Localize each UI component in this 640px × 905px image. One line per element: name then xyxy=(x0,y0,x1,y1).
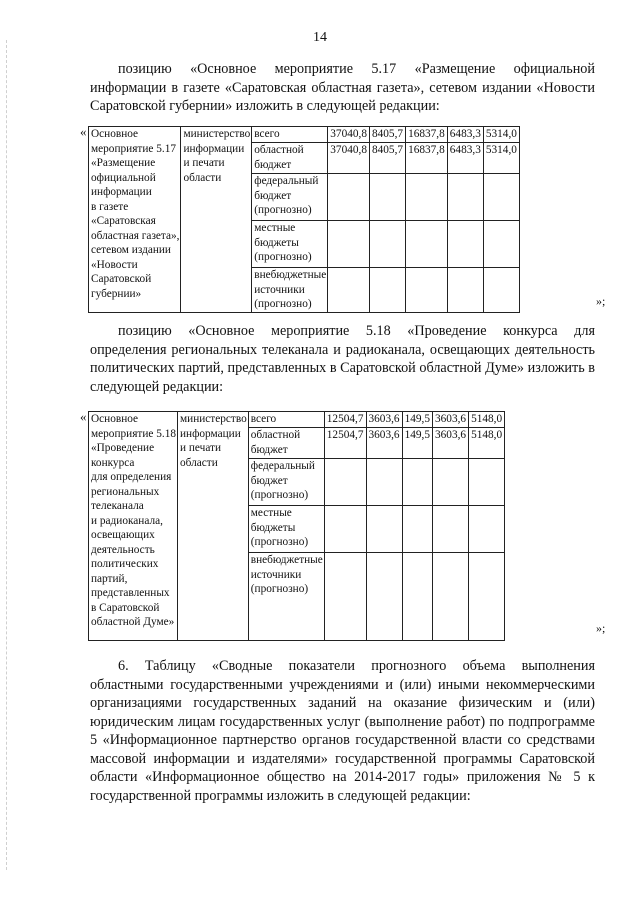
cell-line: бюджет xyxy=(250,443,288,456)
cell-line: в газете xyxy=(91,200,129,213)
paragraph-item-5-17 xyxy=(90,60,595,116)
value-cell: 16837,8 xyxy=(406,143,448,174)
value-cell: 3603,6 xyxy=(433,428,469,459)
value-cell: 5148,0 xyxy=(469,428,505,459)
funding-source-cell xyxy=(248,553,324,641)
value-cell: 8405,7 xyxy=(369,127,405,143)
cell-line: губернии» xyxy=(91,287,142,300)
value-cell xyxy=(402,553,432,641)
executor-cell xyxy=(178,412,249,641)
value-cell xyxy=(447,174,483,221)
cell-line: Саратовской xyxy=(91,273,152,285)
value-cell xyxy=(406,268,448,313)
cell-line: федеральный xyxy=(250,460,315,472)
paragraph-item-6 xyxy=(90,657,595,805)
value-cell xyxy=(402,506,432,553)
cell-line: федеральный xyxy=(254,175,319,187)
cell-line: сетевом издании xyxy=(91,244,171,256)
cell-line: официальной xyxy=(91,171,156,184)
closing-quote: »; xyxy=(596,294,606,308)
scan-edge-line xyxy=(6,40,8,870)
paragraph-text: позицию «Основное мероприятие 5.17 «Размещение официальной информации в газете «Саратовская областная газета», сетевом издании «Новости Саратовской губернии» изложить в следующей редакции: xyxy=(90,61,595,114)
value-cell: 6483,3 xyxy=(447,143,483,174)
cell-line: телеканала xyxy=(91,500,144,512)
value-cell xyxy=(483,268,519,313)
value-cell: 37040,8 xyxy=(328,143,370,174)
value-cell xyxy=(406,174,448,221)
cell-line: местные xyxy=(250,507,292,519)
table-row xyxy=(89,127,520,143)
cell-line: всего xyxy=(254,128,280,140)
cell-line: деятельность xyxy=(91,543,155,556)
funding-source-cell xyxy=(248,428,324,459)
value-cell: 149,5 xyxy=(402,428,432,459)
cell-line: внебюджетные xyxy=(250,554,323,566)
cell-line: информации xyxy=(91,186,152,198)
cell-line: «Новости xyxy=(91,258,138,271)
value-cell xyxy=(366,506,402,553)
cell-line: министерство xyxy=(183,128,251,140)
table-row xyxy=(89,412,505,428)
cell-line: областная газета», xyxy=(91,229,180,242)
funding-source-cell xyxy=(252,174,328,221)
value-cell xyxy=(324,553,366,641)
cell-line: (прогнозно) xyxy=(250,536,309,548)
cell-line: областной xyxy=(250,429,301,441)
cell-line: бюджет xyxy=(250,474,288,487)
paragraph-text: позицию «Основное мероприятие 5.18 «Проведение конкурса для определения региональных телеканала и радиоканала, освещающих деятельность политических партий, представленных в Саратовской областной Думе» изложить в следующей редакции: xyxy=(90,323,595,395)
funding-source-cell xyxy=(248,412,324,428)
funding-source-cell xyxy=(248,459,324,506)
value-cell xyxy=(483,174,519,221)
cell-line: информации xyxy=(180,427,241,440)
funding-source-cell xyxy=(252,268,328,313)
closing-quote: »; xyxy=(596,621,606,635)
value-cell xyxy=(324,459,366,506)
funding-source-cell xyxy=(252,143,328,174)
value-cell xyxy=(483,221,519,268)
cell-line: освещающих xyxy=(91,529,155,541)
cell-line: конкурса xyxy=(91,456,135,469)
cell-line: (прогнозно) xyxy=(250,583,309,595)
cell-line: источники xyxy=(250,568,302,581)
value-cell: 12504,7 xyxy=(324,412,366,428)
cell-line: (прогнозно) xyxy=(250,489,309,501)
value-cell xyxy=(447,268,483,313)
value-cell xyxy=(328,174,370,221)
cell-line: мероприятие 5.18 xyxy=(91,427,176,440)
funding-source-cell xyxy=(252,127,328,143)
value-cell xyxy=(469,506,505,553)
value-cell: 5314,0 xyxy=(483,143,519,174)
cell-line: министерство xyxy=(180,413,247,425)
value-cell: 8405,7 xyxy=(369,143,405,174)
value-cell xyxy=(328,221,370,268)
cell-line: бюджеты xyxy=(254,236,299,249)
value-cell: 5148,0 xyxy=(469,412,505,428)
value-cell xyxy=(469,459,505,506)
event-name-cell xyxy=(89,127,181,313)
value-cell xyxy=(324,506,366,553)
cell-line: для определения xyxy=(91,471,172,483)
value-cell: 16837,8 xyxy=(406,127,448,143)
funding-source-cell xyxy=(248,506,324,553)
value-cell xyxy=(366,553,402,641)
cell-line: всего xyxy=(250,413,277,425)
event-name-cell xyxy=(89,412,178,641)
cell-line: областной xyxy=(254,144,304,156)
opening-quote: « xyxy=(80,409,87,424)
value-cell xyxy=(366,459,402,506)
cell-line: региональных xyxy=(91,485,160,498)
value-cell xyxy=(433,459,469,506)
table-5-18 xyxy=(88,411,505,641)
cell-line: бюджеты xyxy=(250,521,296,534)
value-cell xyxy=(328,268,370,313)
value-cell: 3603,6 xyxy=(433,412,469,428)
value-cell xyxy=(369,221,405,268)
cell-line: «Размещение xyxy=(91,157,156,169)
cell-line: партий, xyxy=(91,572,128,585)
value-cell xyxy=(433,506,469,553)
funding-source-cell xyxy=(252,221,328,268)
cell-line: бюджет xyxy=(254,189,292,202)
table-body xyxy=(89,412,505,641)
cell-line: Основное xyxy=(91,128,139,140)
value-cell: 5314,0 xyxy=(483,127,519,143)
value-cell xyxy=(433,553,469,641)
table-body xyxy=(89,127,520,313)
cell-line: и радиоканала, xyxy=(91,514,163,527)
value-cell xyxy=(402,459,432,506)
page-number: 14 xyxy=(313,30,327,45)
cell-line: в Саратовской xyxy=(91,601,160,614)
table-5-17 xyxy=(88,126,520,313)
cell-line: политических xyxy=(91,558,159,570)
paragraph-text: 6. Таблицу «Сводные показатели прогнозного объема выполнения областными государственными учреждениями и (или) иными некоммерческими организациями государственных заданий на оказание физическим и (или) юридическим лицам государственных услуг (выполнение работ) по подпрограмме 5 «Информационное партнерство органов государственной власти со средствами массовой информации и издателями» государственной программы Саратовской области «Информационное общество на 2014-2017 годы» приложения № 5 к государственной программы изложить в следующей редакции: xyxy=(90,658,595,804)
opening-quote: « xyxy=(80,124,87,139)
cell-line: местные xyxy=(254,222,296,234)
value-cell xyxy=(469,553,505,641)
cell-line: бюджет xyxy=(254,158,292,171)
value-cell: 6483,3 xyxy=(447,127,483,143)
cell-line: области xyxy=(183,171,222,184)
value-cell: 149,5 xyxy=(402,412,432,428)
cell-line: и печати xyxy=(180,442,222,454)
paragraph-item-5-18 xyxy=(90,322,595,396)
value-cell: 12504,7 xyxy=(324,428,366,459)
cell-line: «Проведение xyxy=(91,442,155,454)
executor-cell xyxy=(181,127,252,313)
value-cell xyxy=(369,174,405,221)
value-cell: 37040,8 xyxy=(328,127,370,143)
value-cell: 3603,6 xyxy=(366,412,402,428)
value-cell xyxy=(406,221,448,268)
cell-line: мероприятие 5.17 xyxy=(91,142,176,155)
cell-line: (прогнозно) xyxy=(254,251,312,263)
cell-line: области xyxy=(180,456,218,469)
cell-line: источники xyxy=(254,283,305,296)
value-cell xyxy=(447,221,483,268)
cell-line: «Саратовская xyxy=(91,215,156,227)
cell-line: (прогнозно) xyxy=(254,204,312,216)
value-cell: 3603,6 xyxy=(366,428,402,459)
cell-line: областной Думе» xyxy=(91,616,175,628)
cell-line: представленных xyxy=(91,587,170,599)
cell-line: и печати xyxy=(183,157,225,169)
value-cell xyxy=(369,268,405,313)
cell-line: Основное xyxy=(91,413,139,425)
cell-line: информации xyxy=(183,142,245,155)
cell-line: (прогнозно) xyxy=(254,298,312,310)
cell-line: внебюджетные xyxy=(254,269,327,281)
